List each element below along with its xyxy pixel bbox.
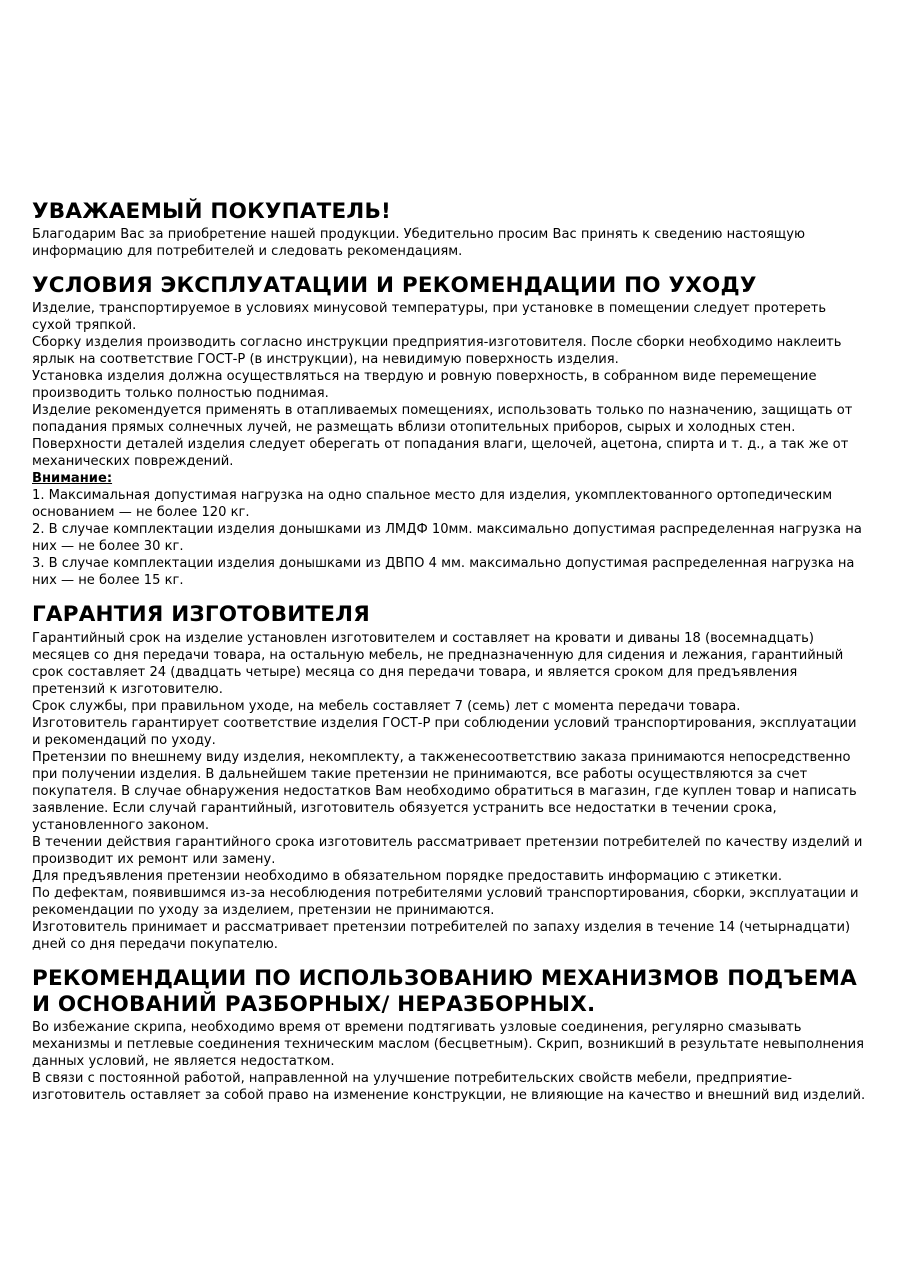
warranty-paragraph-3: Изготовитель гарантирует соответствие изделия ГОСТ-Р при соблюдении условий транспортирования, эксплуатации и рекомендаций по уходу. — [32, 715, 857, 748]
warranty-paragraph-6: Для предъявления претензии необходимо в обязательном порядке предоставить информацию с этикетки. — [32, 868, 783, 884]
section-warranty — [32, 603, 868, 952]
usage-heading: УСЛОВИЯ ЭКСПЛУАТАЦИИ И РЕКОМЕНДАЦИИ ПО УХОДУ — [32, 273, 757, 299]
section-mechanisms — [32, 967, 868, 1104]
section-greeting — [32, 200, 868, 260]
mechanisms-heading-line2: И ОСНОВАНИЙ РАЗБОРНЫХ/ НЕРАЗБОРНЫХ. — [32, 991, 596, 1017]
warning-item-2: 2. В случае комплектации изделия донышками из ЛМДФ 10мм. максимально допустимая распределенная нагрузка на них — не более 30 кг. — [32, 522, 862, 555]
document-body — [32, 200, 868, 1104]
warranty-paragraph-4: Претензии по внешнему виду изделия, некомплекту, а такженесоответствию заказа принимаются непосредственно при получении изделия. В дальнейшем такие претензии не принимаются, все работы осуществляются за счет покупателя. В случае обнаружения недостатков Вам необходимо обратиться в магазин, где куплен товар и написать заявление. Если случай гарантийный, изготовитель обязуется устранить все недостатки в течении срока, установленного законом. — [32, 749, 857, 833]
warranty-paragraph-5: В течении действия гарантийного срока изготовитель рассматривает претензии потребителей по качеству изделий и производит их ремонт или замену. — [32, 834, 863, 867]
usage-paragraph-4: Изделие рекомендуется применять в отапливаемых помещениях, использовать только по назначению, защищать от попадания прямых солнечных лучей, не размещать вблизи отопительных приборов, сырых и холодных стен. — [32, 403, 853, 436]
warranty-paragraph-8: Изготовитель принимает и рассматривает претензии потребителей по запаху изделия в течение 14 (четырнадцати) дней со дня передачи покупателю. — [32, 919, 851, 952]
usage-paragraph-1: Изделие, транспортируемое в условиях минусовой температуры, при установке в помещении следует протереть сухой тряпкой. — [32, 301, 827, 334]
usage-paragraph-2: Сборку изделия производить согласно инструкции предприятия-изготовителя. После сборки необходимо наклеить ярлык на соответствие ГОСТ-Р (в инструкции), на невидимую поверхность изделия. — [32, 335, 842, 368]
mechanisms-heading-line1: РЕКОМЕНДАЦИИ ПО ИСПОЛЬЗОВАНИЮ МЕХАНИЗМОВ ПОДЪЕМА — [32, 965, 857, 991]
section-usage — [32, 274, 868, 589]
warning-item-3: 3. В случае комплектации изделия донышками из ДВПО 4 мм. максимально допустимая распределенная нагрузка на них — не более 15 кг. — [32, 556, 855, 589]
warranty-paragraph-1: Гарантийный срок на изделие установлен изготовителем и составляет на кровати и диваны 18 (восемнадцать) месяцев со дня передачи товара, на остальную мебель, не предназначенную для сидения и лежания, гарантийный срок составляет 24 (двадцать четыре) месяца со дня передачи товара, и является сроком для предъявления претензий к изготовителю. — [32, 630, 844, 697]
greeting-heading: УВАЖАЕМЫЙ ПОКУПАТЕЛЬ! — [32, 199, 392, 224]
warranty-paragraph-2: Срок службы, при правильном уходе, на мебель составляет 7 (семь) лет с момента передачи товара. — [32, 698, 741, 714]
warranty-heading: ГАРАНТИЯ ИЗГОТОВИТЕЛЯ — [32, 602, 370, 628]
usage-paragraph-5: Поверхности деталей изделия следует оберегать от попадания влаги, щелочей, ацетона, спирта и т. д., а так же от механических повреждений. — [32, 437, 849, 470]
warning-item-1: 1. Максимальная допустимая нагрузка на одно спальное место для изделия, укомплектованного ортопедическим основанием — не более 120 кг. — [32, 488, 833, 521]
mechanisms-paragraph-2: В связи с постоянной работой, направленной на улучшение потребительских свойств мебели, предприятие-изготовитель оставляет за собой право на изменение конструкции, не влияющие на качество и внешний вид изделий. — [32, 1071, 866, 1104]
mechanisms-paragraph-1: Во избежание скрипа, необходимо время от времени подтягивать узловые соединения, регулярно смазывать механизмы и петлевые соединения техническим маслом (бесцветным). Скрип, возникший в результате невыполнения данных условий, не является недостатком. — [32, 1019, 865, 1070]
spacer — [32, 260, 868, 274]
warning-label: Внимание: — [32, 471, 113, 487]
usage-paragraph-3: Установка изделия должна осуществляться на твердую и ровную поверхность, в собранном виде перемещение производить только полностью поднимая. — [32, 369, 817, 402]
greeting-paragraph: Благодарим Вас за приобретение нашей продукции. Убедительно просим Вас принять к сведению настоящую информацию для потребителей и следовать рекомендациям. — [32, 227, 805, 260]
warranty-paragraph-7: По дефектам, появившимся из-за несоблюдения потребителями условий транспортирования, сборки, эксплуатации и рекомендации по уходу за изделием, претензии не принимаются. — [32, 885, 859, 918]
spacer — [32, 589, 868, 603]
spacer — [32, 953, 868, 967]
warning-list — [32, 487, 868, 589]
